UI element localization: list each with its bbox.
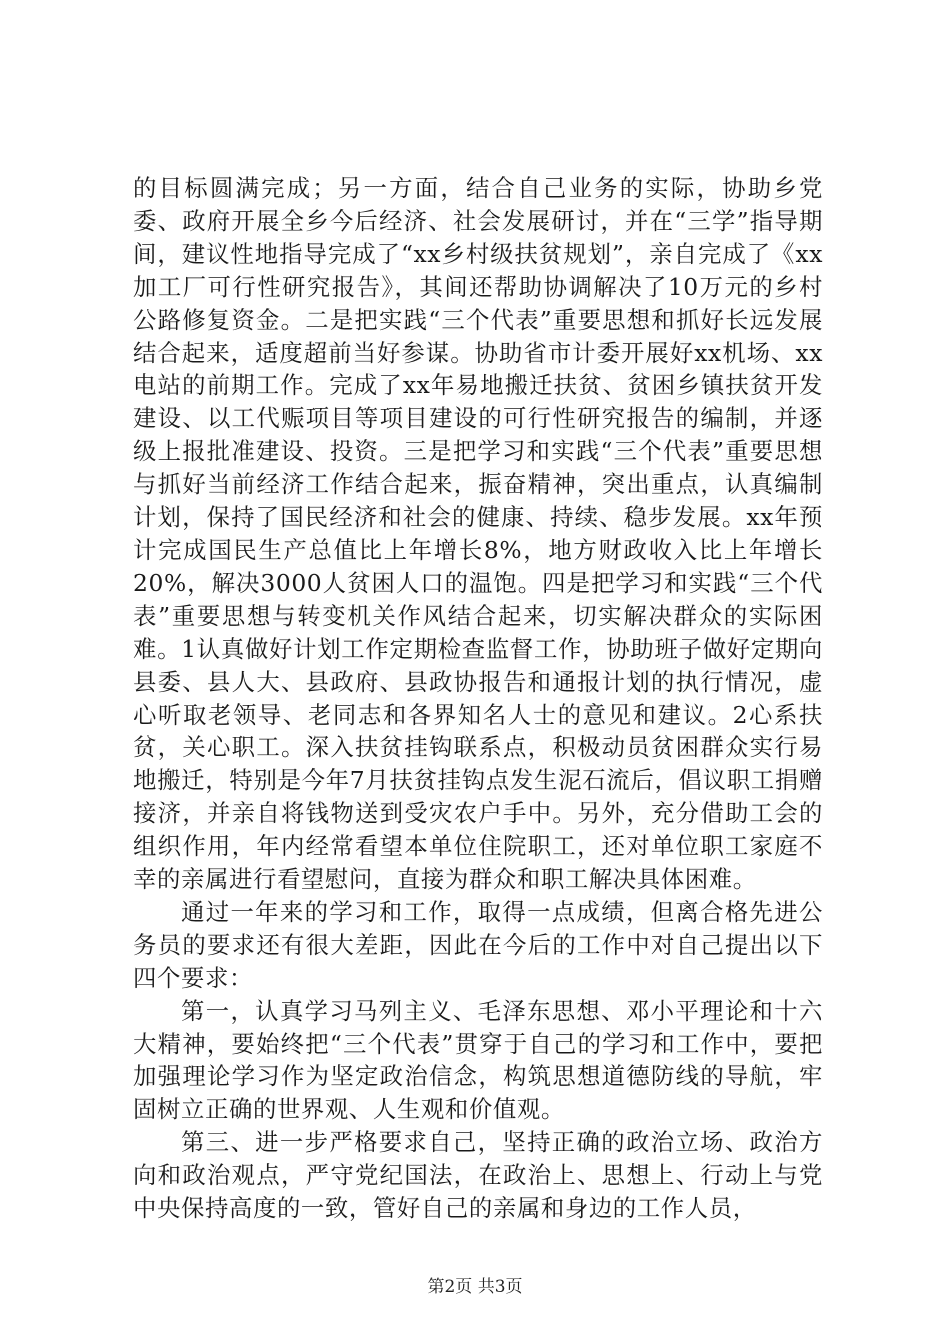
- paragraph-3: 第一，认真学习马列主义、毛泽东思想、邓小平理论和十六大精神，要始终把“三个代表”贯穿于自己的学习和工作中，要把加强理论学习作为坚定政治信念，构筑思想道德防线的导航，牢固树立正确的世界观、人生观和价值观。: [133, 996, 823, 1124]
- paragraph-2: 通过一年来的学习和工作，取得一点成绩，但离合格先进公务员的要求还有很大差距，因此在今后的工作中对自己提出以下四个要求：: [133, 897, 823, 992]
- document-body: [133, 172, 823, 1225]
- page-footer: 第2页 共3页: [427, 1277, 523, 1297]
- paragraph-1: 的目标圆满完成；另一方面，结合自己业务的实际，协助乡党委、政府开展全乡今后经济、社会发展研讨，并在“三学”指导期间，建议性地指导完成了“xx乡村级扶贫规划”，亲自完成了《xx加工厂可行性研究报告》，其间还帮助协调解决了10万元的乡村公路修复资金。二是把实践“三个代表”重要思想和抓好长远发展结合起来，适度超前当好参谋。协助省市计委开展好xx机场、xx电站的前期工作。完成了xx年易地搬迁扶贫、贫困乡镇扶贫开发建设、以工代赈项目等项目建设的可行性研究报告的编制，并逐级上报批准建设、投资。三是把学习和实践“三个代表”重要思想与抓好当前经济工作结合起来，振奋精神，突出重点，认真编制计划，保持了国民经济和社会的健康、持续、稳步发展。xx年预计完成国民生产总值比上年增长8%，地方财政收入比上年增长20%，解决3000人贫困人口的温饱。四是把学习和实践“三个代表”重要思想与转变机关作风结合起来，切实解决群众的实际困难。1认真做好计划工作定期检查监督工作，协助班子做好定期向县委、县人大、县政府、县政协报告和通报计划的执行情况，虚心听取老领导、老同志和各界知名人士的意见和建议。2心系扶贫，关心职工。深入扶贫挂钩联系点，积极动员贫困群众实行易地搬迁，特别是今年7月扶贫挂钩点发生泥石流后，倡议职工捐赠接济，并亲自将钱物送到受灾农户手中。另外，充分借助工会的组织作用，年内经常看望本单位住院职工，还对单位职工家庭不幸的亲属进行看望慰问，直接为群众和职工解决具体困难。: [133, 174, 823, 894]
- paragraph-4: 第三、进一步严格要求自己，坚持正确的政治立场、政治方向和政治观点，严守党纪国法，在政治上、思想上、行动上与党中央保持高度的一致，管好自己的亲属和身边的工作人员，: [133, 1128, 823, 1223]
